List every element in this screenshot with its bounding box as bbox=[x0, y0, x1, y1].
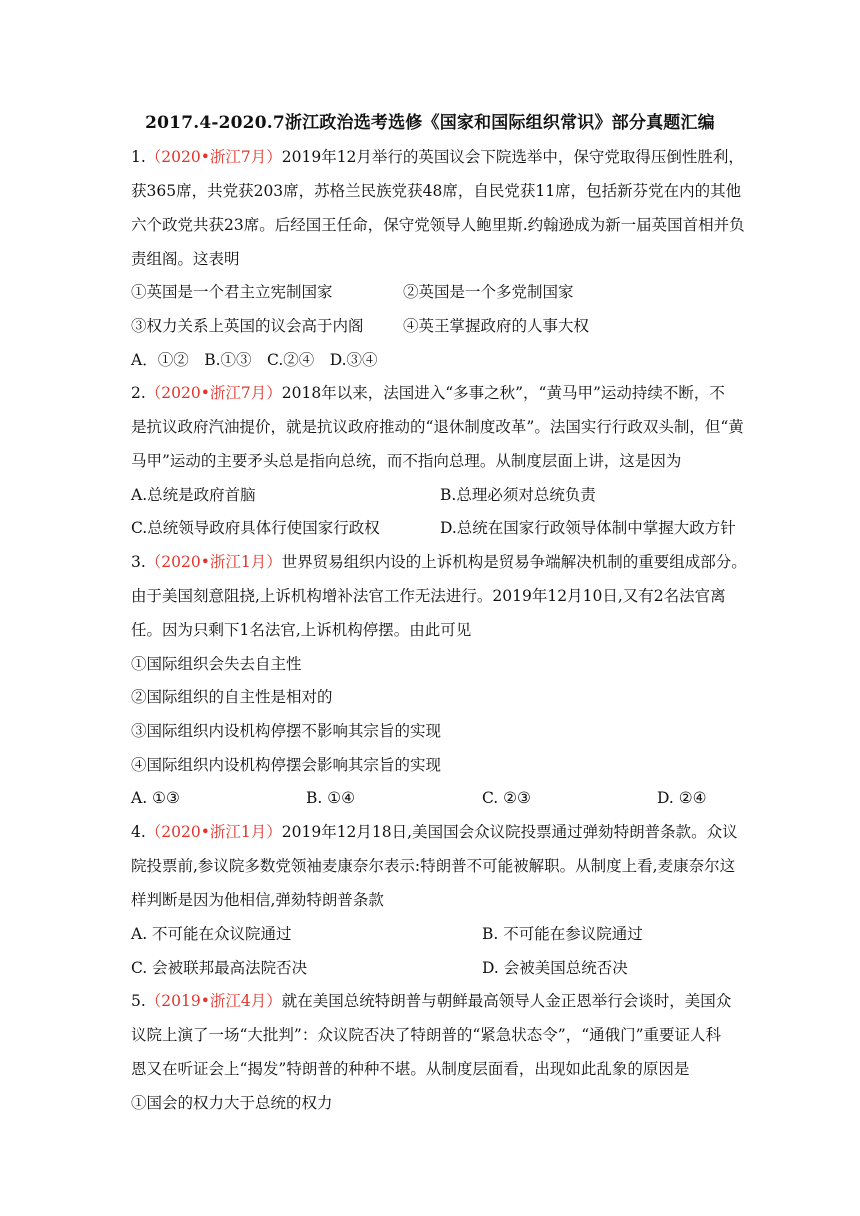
q4-line-1: 4.（2020•浙江1月）2019年12月18日,美国国会众议院投票通过弹劾特朗普条款。众议 bbox=[131, 823, 738, 841]
q3-option-a: A. ①③ bbox=[131, 789, 180, 807]
q2-line-2: 是抗议政府汽油提价，就是抗议政府推动的“退休制度改革”。法国实行行政双头制，但“黄 bbox=[131, 418, 744, 436]
q1-line-2: 获365席，共党获203席，苏格兰民族党获48席，自民党获11席，包括新芬党在内的其他 bbox=[131, 182, 742, 200]
q3-source: （2020•浙江1月） bbox=[145, 553, 282, 571]
q1-item-3: ③权力关系上英国的议会高于内阁 bbox=[131, 317, 364, 335]
q2-source: （2020•浙江7月） bbox=[145, 384, 282, 402]
q3-item-4: ④国际组织内设机构停摆会影响其宗旨的实现 bbox=[131, 756, 442, 774]
q2-option-c: C.总统领导政府具体行使国家行政权 bbox=[131, 519, 380, 537]
q4-line-3: 样判断是因为他相信,弹劾特朗普条款 bbox=[131, 891, 384, 909]
q4-option-d: D. 会被美国总统否决 bbox=[482, 959, 628, 977]
q2-line-3: 马甲”运动的主要矛头总是指向总统，而不指向总理。从制度层面上讲，这是因为 bbox=[131, 452, 682, 470]
q5-line-1: 5.（2019•浙江4月）就在美国总统特朗普与朝鲜最高领导人金正恩举行会谈时，美国众 bbox=[131, 992, 732, 1010]
q4-source: （2020•浙江1月） bbox=[145, 823, 282, 841]
q5-item-1: ①国会的权力大于总统的权力 bbox=[131, 1094, 333, 1112]
q1-line-4: 责组阁。这表明 bbox=[131, 250, 240, 268]
q5-source: （2019•浙江4月） bbox=[145, 992, 282, 1010]
q4-line-2: 院投票前,参议院多数党领袖麦康奈尔表示:特朗普不可能被解职。从制度上看,麦康奈尔这 bbox=[131, 857, 736, 875]
q4-number: 4. bbox=[131, 823, 146, 841]
q5-number: 5. bbox=[131, 992, 146, 1010]
q3-option-d: D. ②④ bbox=[657, 789, 707, 807]
q1-source: （2020•浙江7月） bbox=[145, 148, 282, 166]
q3-option-c: C. ②③ bbox=[482, 789, 531, 807]
q1-line-3: 六个政党共获23席。后经国王任命，保守党领导人鲍里斯.约翰逊成为新一届英国首相并负 bbox=[131, 216, 745, 234]
q2-option-b: B.总理必须对总统负责 bbox=[440, 486, 596, 504]
q2-line-1: 2.（2020•浙江7月）2018年以来，法国进入“多事之秋”，“黄马甲”运动持续不断，不 bbox=[131, 384, 725, 402]
q3-line-2: 由于美国刻意阻挠,上诉机构增补法官工作无法进行。2019年12月10日,又有2名法官离 bbox=[131, 587, 726, 605]
q1-line-1: 1.（2020•浙江7月）2019年12月举行的英国议会下院选举中，保守党取得压倒性胜利， bbox=[131, 148, 744, 166]
q2-option-d: D.总统在国家行政领导体制中掌握大政方针 bbox=[440, 519, 736, 537]
q1-item-2: ②英国是一个多党制国家 bbox=[403, 283, 574, 301]
q1-item-1: ①英国是一个君主立宪制国家 bbox=[131, 283, 333, 301]
q3-number: 3. bbox=[131, 553, 146, 571]
q3-option-b: B. ①④ bbox=[306, 789, 356, 807]
q1-choices: A．①② B.①③ C.②④ D.③④ bbox=[131, 351, 378, 369]
q5-line-2: 议院上演了一场“大批判”：众议院否决了特朗普的“紧急状态令”，“通俄门”重要证人科 bbox=[131, 1026, 722, 1044]
q3-item-1: ①国际组织会失去自主性 bbox=[131, 655, 302, 673]
q3-item-2: ②国际组织的自主性是相对的 bbox=[131, 688, 333, 706]
q1-number: 1. bbox=[131, 148, 146, 166]
q2-option-a: A.总统是政府首脑 bbox=[131, 486, 256, 504]
q3-line-3: 任。因为只剩下1名法官,上诉机构停摆。由此可见 bbox=[131, 621, 472, 639]
document-title: 2017.4-2020.7浙江政治选考选修《国家和国际组织常识》部分真题汇编 bbox=[145, 113, 715, 133]
q3-line-1: 3.（2020•浙江1月）世界贸易组织内设的上诉机构是贸易争端解决机制的重要组成部分。 bbox=[131, 553, 747, 571]
q4-option-c: C. 会被联邦最高法院否决 bbox=[131, 959, 308, 977]
q2-number: 2. bbox=[131, 384, 146, 402]
q3-item-3: ③国际组织内设机构停摆不影响其宗旨的实现 bbox=[131, 722, 442, 740]
q4-option-b: B. 不可能在参议院通过 bbox=[482, 925, 643, 943]
q5-line-3: 恩又在听证会上“揭发”特朗普的种种不堪。从制度层面看，出现如此乱象的原因是 bbox=[131, 1060, 690, 1078]
q1-item-4: ④英王掌握政府的人事大权 bbox=[403, 317, 590, 335]
q4-option-a: A. 不可能在众议院通过 bbox=[131, 925, 292, 943]
